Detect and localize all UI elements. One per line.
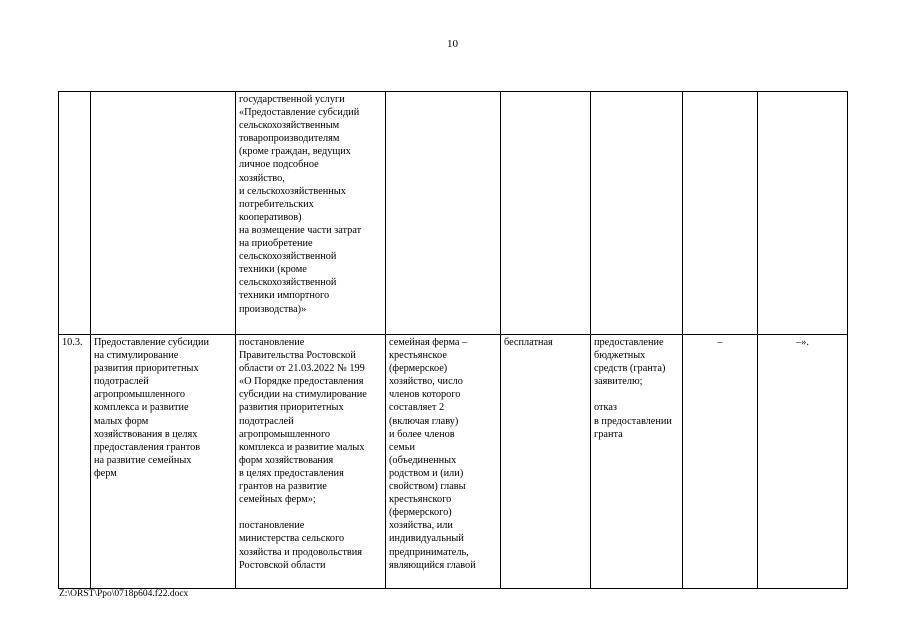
cell-col7: – [683, 335, 758, 589]
cell-text-line: составляет 2 [389, 402, 445, 414]
cell-text-line: родством и (или) [389, 467, 464, 479]
cell-text-line: и более членов [389, 428, 455, 440]
cell-text-line: техники (кроме [239, 264, 307, 276]
cell-text-line: на приобретение [239, 238, 313, 250]
cell-text-line: товаропроизводителям [239, 133, 340, 145]
page-number: 10 [447, 38, 458, 50]
cell-text-line: крестьянское [389, 350, 447, 362]
cell-text-line: малых форм [94, 415, 149, 427]
cell-text-line: хозяйства, или [389, 520, 453, 532]
cell-text-line: техники импортного [239, 290, 330, 302]
cell-legal-basis [236, 92, 386, 335]
cell-text-line: постановление [239, 337, 305, 348]
cell-text-line: Правительства Ростовской [239, 350, 356, 362]
cell-applicants [386, 335, 501, 589]
cell-result [591, 92, 683, 335]
cell-text-line: Предоставление субсидии [94, 337, 210, 348]
cell-text-line: ферм [94, 467, 117, 479]
cell-text-line: грантов на развитие [239, 481, 327, 493]
cell-text-line: являющийся главой [389, 559, 476, 571]
cell-text-line: хозяйствования в целях [94, 428, 198, 440]
cell-text-line: средств (гранта) [594, 363, 666, 375]
cell-text-line: хозяйство, число [389, 376, 463, 388]
cell-text-line: (кроме граждан, ведущих [239, 146, 351, 158]
cell-text-line: бюджетных [594, 350, 646, 362]
cell-text-line: постановление [239, 520, 305, 532]
cell-text-line [594, 388, 679, 401]
cell-text-line: форм хозяйствования [239, 454, 334, 466]
table-row-10-3 [59, 335, 848, 589]
cell-text-line: «Предоставление субсидий [239, 107, 360, 119]
services-table [58, 91, 848, 589]
table-row-continued [59, 92, 848, 335]
cell-col8 [758, 92, 848, 335]
cell-text-line: членов которого [389, 389, 461, 401]
cell-service-name [91, 92, 236, 335]
cell-text-line: индивидуальный [389, 533, 464, 545]
cell-text-line: сельскохозяйственным [239, 120, 340, 132]
cell-text-line: семейная ферма – [389, 337, 468, 348]
cell-text-line: государственной услуги [239, 94, 345, 105]
cell-text-line: свойством) главы [389, 481, 466, 493]
cell-text-line: министерства сельского [239, 533, 345, 545]
cell-text-line: семейных ферм»; [239, 494, 316, 506]
cell-text-line: на стимулирование [94, 350, 179, 362]
cell-text-line: предоставления грантов [94, 441, 201, 453]
cell-text-line: комплекса и развитие малых [239, 441, 365, 453]
cell-text-line: на развитие семейных [94, 454, 192, 466]
cell-text-line: хозяйства и продовольствия [239, 546, 362, 558]
cell-text-line: предприниматель, [389, 546, 469, 558]
cell-text-line: гранта [594, 428, 623, 440]
cell-text-line: сельскохозяйственной [239, 277, 337, 289]
cell-result [591, 335, 683, 589]
cell-text-line: кооперативов) [239, 211, 302, 223]
cell-text-line: (объединенных [389, 454, 457, 466]
cell-text-line: заявителю; [594, 376, 643, 388]
cell-text-line: предоставление [594, 337, 664, 348]
cell-text-line: в целях предоставления [239, 467, 344, 479]
cell-text-line: производства)» [239, 303, 307, 315]
cell-text-line: (включая главу) [389, 415, 459, 427]
cell-text-line: подотраслей [239, 415, 294, 427]
cell-text-line: хозяйство, [239, 172, 285, 184]
cell-text-line: личное подсобное [239, 159, 319, 171]
cell-text-line: крестьянского [389, 494, 452, 506]
cell-legal-basis [236, 335, 386, 589]
cell-text-line: отказ [594, 402, 617, 414]
cell-text-line: семьи [389, 441, 415, 453]
cell-text-line: на возмещение части затрат [239, 224, 362, 236]
cell-text-line: агропромышленного [239, 428, 331, 440]
cell-text-line: «О Порядке предоставления [239, 376, 364, 388]
cell-fee [501, 92, 591, 335]
cell-text-line: развития приоритетных [94, 363, 199, 375]
cell-service-name [91, 335, 236, 589]
cell-text-line: субсидии на стимулирование [239, 389, 367, 401]
cell-text-line: (фермерского) [389, 507, 452, 519]
cell-col8: –». [758, 335, 848, 589]
cell-text-line: подотраслей [94, 376, 149, 388]
cell-text-line: агропромышленного [94, 389, 186, 401]
cell-text-line: развития приоритетных [239, 402, 344, 414]
cell-number: 10.3. [59, 335, 91, 589]
cell-text-line [239, 506, 382, 519]
cell-number [59, 92, 91, 335]
cell-text-line: (фермерское) [389, 363, 448, 375]
cell-text-line: сельскохозяйственной [239, 251, 337, 263]
cell-fee: бесплатная [501, 335, 591, 589]
cell-text-line: Ростовской области [239, 559, 326, 571]
cell-text-line: и сельскохозяйственных [239, 185, 346, 197]
cell-text-line: в предоставлении [594, 415, 672, 427]
cell-col7 [683, 92, 758, 335]
cell-text-line: потребительских [239, 198, 314, 210]
cell-text-line: комплекса и развитие [94, 402, 189, 414]
cell-text-line: области от 21.03.2022 № 199 [239, 363, 365, 375]
cell-applicants [386, 92, 501, 335]
file-path-footer: Z:\ORST\Ppo\0718p604.f22.docx [59, 589, 189, 599]
